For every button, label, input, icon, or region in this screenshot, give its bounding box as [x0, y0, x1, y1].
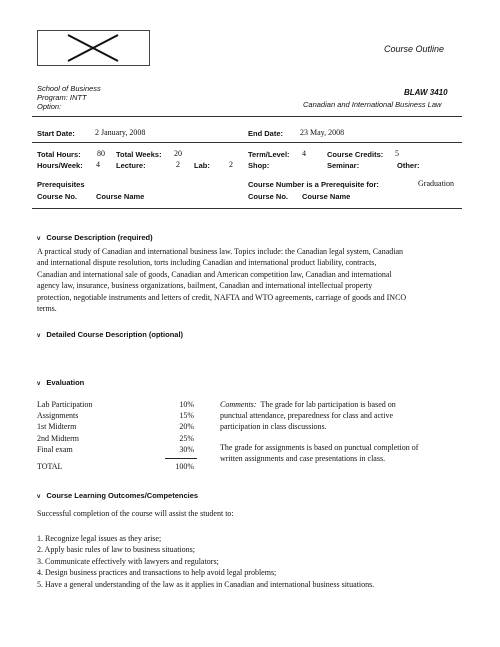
- evaluation-item-name: 2nd Midterm: [37, 433, 79, 443]
- document-title: Course Outline: [384, 44, 445, 54]
- end-date-value: 23 May, 2008: [300, 128, 345, 137]
- outcome-item: 1. Recognize legal issues as they arise;: [37, 534, 162, 543]
- prerequisites-label: Prerequisites: [37, 180, 85, 189]
- evaluation-item-name: 1st Midterm: [37, 422, 77, 432]
- total-weeks-label: Total Weeks:: [116, 150, 162, 159]
- course-code: BLAW 3410: [404, 88, 448, 97]
- prereq-for-course-name-header: Course Name: [302, 192, 351, 201]
- outcome-item: 5. Have a general understanding of the law as it applies in Canadian and international business situations.: [37, 579, 375, 589]
- option: Option:: [37, 102, 62, 111]
- divider: [32, 208, 462, 209]
- bullet-icon: v: [37, 381, 41, 387]
- comments-label: Comments:: [220, 400, 257, 409]
- evaluation-total-label: TOTAL: [37, 462, 63, 471]
- end-date-label: End Date:: [248, 129, 284, 138]
- total-weeks-value: 20: [174, 149, 182, 158]
- lab-value: 2: [229, 160, 233, 169]
- x-mark-icon: [38, 31, 149, 65]
- prereq-course-name-header: Course Name: [96, 192, 145, 201]
- evaluation-item-name: Final exam: [37, 444, 73, 454]
- program: Program: INTT: [37, 93, 87, 102]
- total-rule: [165, 458, 197, 459]
- outcomes-list: [37, 533, 374, 590]
- evaluation-item-pct: 25%: [179, 433, 194, 443]
- outcome-item: 4. Design business practices and transactions to help avoid legal problems;: [37, 568, 277, 578]
- start-date-label: Start Date:: [37, 129, 75, 138]
- detailed-description-heading: v Detailed Course Description (optional): [37, 330, 184, 339]
- shop-label: Shop:: [248, 161, 270, 170]
- prereq-for-label: Course Number is a Prerequisite for:: [248, 180, 379, 189]
- evaluation-heading: v Evaluation: [37, 378, 85, 387]
- hours-week-label: Hours/Week:: [37, 161, 83, 170]
- bullet-icon: v: [37, 494, 41, 500]
- term-label: Term/Level:: [248, 150, 290, 159]
- lecture-value: 2: [176, 160, 180, 169]
- lab-label: Lab:: [194, 161, 210, 170]
- evaluation-item-pct: 20%: [179, 422, 194, 432]
- evaluation-comments: Comments: The grade for lab participation is based on punctual attendance, preparedness for class and active participation in class discussions.: [220, 400, 396, 432]
- course-description-text: A practical study of Canadian and international business law. Topics include: the Canadian legal system, Canadian and international dispute resolution, torts including Canadian and international product liability, contracts, Canadian and international sale of goods, Canadian and American competition law, Canadian and international agency law, insurance, business organizations, bailment, Canadian and international intellectual property protection, negotiable instruments and letters of credit, NAFTA and WTO agreements, carriage of goods and INCO terms.: [37, 247, 407, 314]
- bullet-icon: v: [37, 333, 41, 339]
- evaluation-item-pct: 10%: [179, 400, 194, 409]
- evaluation-item-pct: 30%: [179, 444, 194, 454]
- evaluation-total-value: 100%: [175, 462, 194, 471]
- outcomes-intro: Successful completion of the course will assist the student to:: [37, 509, 234, 518]
- prereq-for-value: Graduation: [418, 179, 454, 188]
- prereq-course-no-header: Course No.: [37, 192, 78, 201]
- seminar-label: Seminar:: [327, 161, 360, 170]
- other-label: Other:: [397, 161, 420, 170]
- evaluation-percentages: [172, 399, 194, 455]
- outcome-item: 2. Apply basic rules of law to business situations;: [37, 545, 195, 555]
- total-hours-label: Total Hours:: [37, 150, 81, 159]
- start-date-value: 2 January, 2008: [95, 128, 146, 137]
- outcomes-heading: v Course Learning Outcomes/Competencies: [37, 491, 199, 500]
- prereq-for-course-no-header: Course No.: [248, 192, 289, 201]
- evaluation-comments-assignments: The grade for assignments is based on punctual completion of written assignments and case presentations in class.: [220, 443, 419, 464]
- evaluation-item-name: Lab Participation: [37, 400, 93, 409]
- credits-label: Course Credits:: [327, 150, 384, 159]
- school-name: School of Business: [37, 84, 101, 93]
- term-value: 4: [302, 149, 306, 158]
- evaluation-item-pct: 15%: [179, 411, 194, 421]
- course-name: Canadian and International Business Law: [303, 100, 442, 109]
- evaluation-items: [37, 399, 92, 455]
- hours-week-value: 4: [96, 160, 100, 169]
- divider: [32, 116, 462, 117]
- evaluation-item-name: Assignments: [37, 411, 79, 421]
- divider: [32, 142, 462, 143]
- credits-value: 5: [395, 149, 399, 158]
- bullet-icon: v: [37, 236, 41, 242]
- crossed-out-logo: [37, 30, 150, 66]
- course-description-heading: v Course Description (required): [37, 233, 153, 242]
- total-hours-value: 80: [97, 149, 105, 158]
- lecture-label: Lecture:: [116, 161, 146, 170]
- outcome-item: 3. Communicate effectively with lawyers and regulators;: [37, 556, 219, 566]
